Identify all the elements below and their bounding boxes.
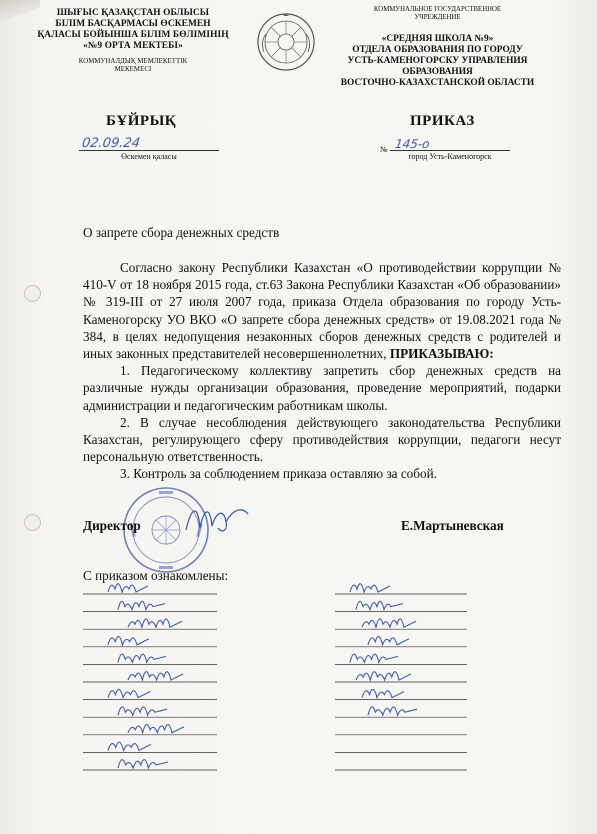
city-kazakh: Өскемен қаласы [121,152,177,161]
handwritten-signature-mark [350,584,390,592]
header-kz-line: ШЫҒЫС ҚАЗАҚСТАН ОБЛЫСЫ [56,8,210,18]
header-ru-sub: КОММУНАЛЬНОЕ ГОСУДАРСТВЕННОЕ [373,6,502,13]
header-ru-line: УСТЬ-КАМЕНОГОРСКУ УПРАВЛЕНИЯ [347,56,528,66]
punch-hole [24,514,41,531]
handwritten-signature-mark [368,636,409,644]
title-kazakh: БҰЙРЫҚ [106,113,177,129]
paragraph-item: 3. Контроль за соблюдением приказа оставляю за собой. [120,466,437,482]
header-ru-line: ОБРАЗОВАНИЯ [402,67,473,77]
handwritten-signature-mark [356,601,403,609]
handwritten-signature-mark [356,672,411,680]
handwritten-signature-mark [350,654,398,662]
handwritten-signature-mark [128,672,183,680]
number-label: № [380,145,388,154]
handwritten-signature-mark [108,742,151,750]
handwritten-signature-mark [108,584,148,592]
handwritten-number: 145-о [394,137,431,151]
header-kz-sub: КОММУНАЛДЫҚ МЕМЛЕКЕТТІК [78,58,188,65]
paragraph-item: 1. Педагогическому коллективу запретить сбор денежных средств на различные нужды организации образования, проведение мероприятий, подарки администрации и педагогическим работникам школы. [83,363,561,413]
handwritten-signature-mark [118,760,168,768]
title-russian: ПРИКАЗ [410,113,475,129]
header-ru-line: «СРЕДНЯЯ ШКОЛА №9» [381,34,494,44]
handwritten-signature-mark [118,601,165,609]
handwritten-date: 02.09.24 [80,136,141,151]
acknowledgement-heading: С приказом ознакомлены: [83,568,229,583]
header-kz-line: «№9 ОРТА МЕКТЕБІ» [83,41,183,51]
header-kz-line: ҚАЛАСЫ БОЙЫНША БІЛІМ БӨЛІМІНІҢ [37,30,229,40]
handwritten-signature-mark [108,636,149,644]
handwritten-signature-mark [128,724,184,732]
header-kz-sub: МЕКЕМЕСІ [114,66,152,73]
header-ru-line: ВОСТОЧНО-КАЗАХСТАНСКОЙ ОБЛАСТИ [340,78,535,88]
punch-hole [24,285,41,302]
order-word: ПРИКАЗЫВАЮ: [389,346,494,362]
handwritten-signature-mark [362,619,416,627]
preamble-text: Согласно закону Республики Казахстан «О противодействии коррупции № 410-V от 18 ноября 2015 года, ст.63 Закона Республики Казахстан «Об образовании» № 319-III от 27 июля 2007 года, приказа Отдела образования по городу Усть-Каменогорску УО ВКО «О запрете сбора денежных средств» от 19.08.2021 года № 384, в целях недопущения незаконных сборов денежных средств с родителей и иных законных представителей несовершеннолетних, [83,260,561,362]
order-subject: О запрете сбора денежных средств [83,225,280,240]
header-kz-line: БІЛІМ БАСҚАРМАСЫ ӨСКЕМЕН [55,19,211,29]
handwritten-signature-mark [118,654,166,662]
signature-name: Е.Мартыневская [401,518,504,533]
handwritten-signature-mark [368,707,417,715]
city-russian: город Усть-Каменогорск [408,152,492,161]
handwritten-signature-mark [362,689,404,697]
paragraph-item: 2. В случае несоблюдения действующего законодательства Республики Казахстан, регулирующего сферу противодействия коррупции, педагоги несут персональную ответственность. [83,414,561,465]
header-ru-sub: УЧРЕЖДЕНИЕ [414,14,461,21]
handwritten-signature-mark [128,619,182,627]
handwritten-signature-mark [108,689,150,697]
signature-title: Директор [83,518,141,533]
handwritten-signature-mark [118,707,167,715]
header-ru-line: ОТДЕЛА ОБРАЗОВАНИЯ ПО ГОРОДУ [352,45,523,55]
